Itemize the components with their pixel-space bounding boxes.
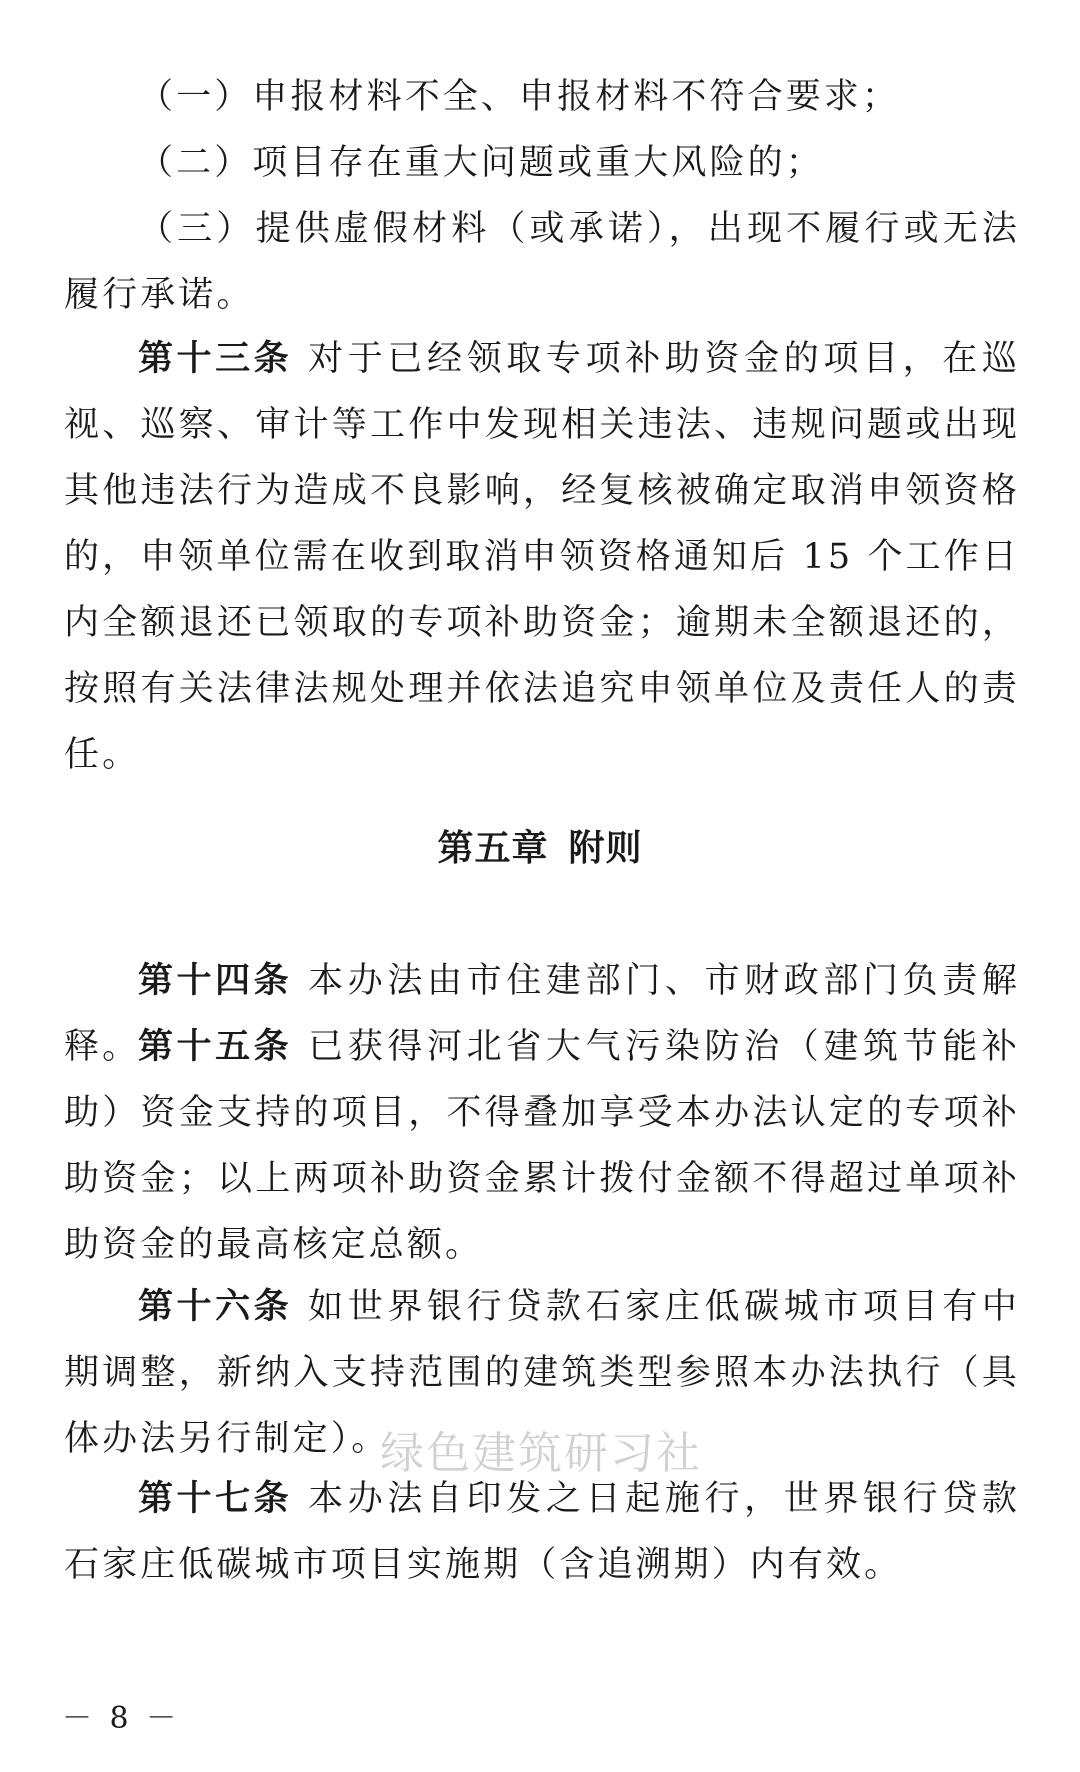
article-16-label: 第十六条: [138, 1286, 293, 1327]
article-15: [64, 1014, 1020, 1278]
chapter-heading: [0, 820, 1080, 871]
chapter-number: 第五章: [437, 828, 549, 869]
article-15-text: 已获得河北省大气污染防治（建筑节能补助）资金支持的项目，不得叠加享受本办法认定的专项补助资金；以上两项补助资金累计拨付金额不得超过单项补助资金的最高核定总额。: [64, 1027, 1020, 1265]
chapter-title: 附则: [568, 828, 643, 869]
page-number: － 8 －: [62, 1701, 181, 1736]
article-17: [64, 1466, 1020, 1598]
article-15-label: 第十五条: [138, 1026, 293, 1067]
clause-1: （一）申报材料不全、申报材料不符合要求；: [138, 77, 901, 117]
clause-2: （二）项目存在重大问题或重大风险的；: [138, 143, 824, 183]
watermark: 绿色建筑研习社: [380, 1428, 702, 1479]
article-14-text: 本办法由市住建部门、市财政部门负责解释。: [64, 961, 1020, 1067]
article-13-text: 对于已经领取专项补助资金的项目，在巡视、巡察、审计等工作中发现相关违法、违规问题或出现其他违法行为造成不良影响，经复核被确定取消申领资格的，申领单位需在收到取消申领资格通知后 15 个工作日内全额退还已领取的专项补助资金；逾期未全额退还的，按照有关法律法规处理并依法追究申领单位及责任人的责任。: [64, 339, 1020, 775]
article-16-text: 如世界银行贷款石家庄低碳城市项目有中期调整，新纳入支持范围的建筑类型参照本办法执行（具体办法另行制定）。: [64, 1287, 1020, 1459]
article-13-label: 第十三条: [138, 338, 293, 379]
article-14-label: 第十四条: [138, 960, 293, 1001]
article-17-label: 第十七条: [138, 1478, 293, 1519]
article-17-text: 本办法自印发之日起施行，世界银行贷款石家庄低碳城市项目实施期（含追溯期）内有效。: [64, 1479, 1020, 1585]
clause-3: （三）提供虚假材料（或承诺），出现不履行或无法履行承诺。: [64, 209, 1020, 315]
article-13: [64, 326, 1020, 788]
